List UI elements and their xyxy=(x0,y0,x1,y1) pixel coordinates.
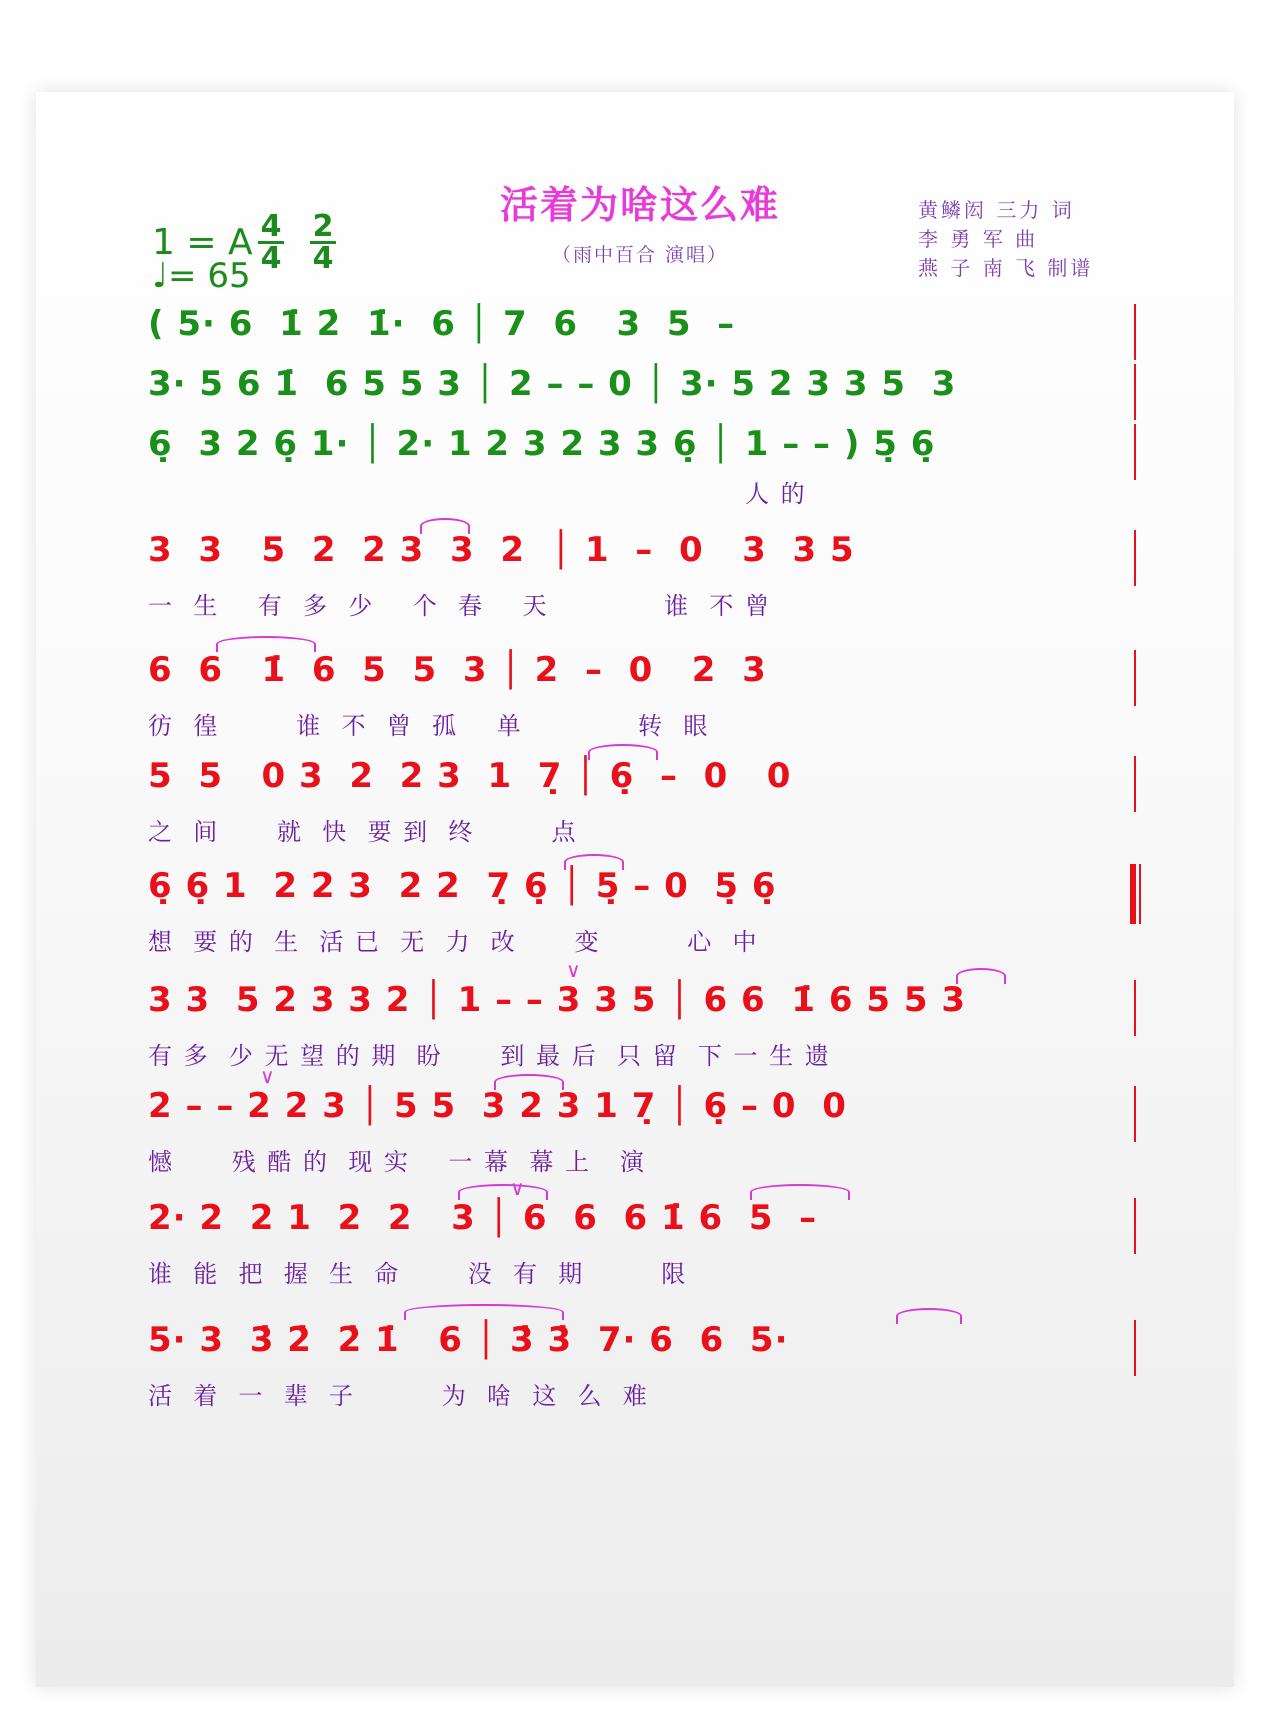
slur xyxy=(404,1304,564,1320)
notes: 3 3 5 2 2 3 3 2 │ 1 – 0 3 3 5 xyxy=(148,530,855,570)
time-signature-4-4 xyxy=(256,209,286,276)
lyrics: 彷 徨 谁 不 曾 孤 单 转 眼 xyxy=(148,712,710,740)
lyrics: 活 着 一 辈 子 为 啥 这 么 难 xyxy=(148,1382,649,1410)
repeat-sign xyxy=(1130,864,1144,924)
barline xyxy=(1134,1320,1136,1376)
ts1-bottom: 4 xyxy=(260,241,282,276)
performer-credit: （雨中百合 演唱） xyxy=(551,244,729,266)
lyrics: 憾 残 酷 的 现 实 一 幕 幕 上 演 xyxy=(148,1148,646,1176)
system-intro-2 xyxy=(148,364,1128,424)
barline xyxy=(1134,756,1136,812)
system-line-5 xyxy=(148,958,1128,1070)
notes: 2 – – 2 2 3 │ 5 5 3 2 3 1 7̣ │ 6̣ – 0 0 xyxy=(148,1086,847,1126)
notes: 3· 5 6 1̇ 6 5 5 3 │ 2 – – 0 │ 3· 5 2 3 3 5 3 xyxy=(148,364,957,404)
lyrics: 有 多 少 无 望 的 期 盼 到 最 后 只 留 下 一 生 遗 xyxy=(148,1042,831,1070)
ts2-top: 2 xyxy=(312,209,334,244)
song-title: 活着为啥这么难 xyxy=(499,182,780,227)
barline xyxy=(1134,424,1136,480)
notes: 3 3 5 2 3 3 2 │ 1 – – 3 3 5 │ 6 6 1̇ 6 5 5 3 xyxy=(148,980,967,1020)
lyricist-credit: 黄鳞闳 三力 词 xyxy=(918,198,1075,222)
system-line-1 xyxy=(148,530,1128,620)
breath-mark: ∨ xyxy=(510,1176,525,1200)
system-line-6 xyxy=(148,1064,1128,1176)
ts2-bottom: 4 xyxy=(312,241,334,276)
barline xyxy=(1134,530,1136,586)
barline xyxy=(1134,304,1136,360)
key-signature: 1 = A xyxy=(152,222,253,263)
system-line-4 xyxy=(148,866,1128,956)
barline xyxy=(1134,980,1136,1036)
system-intro-1 xyxy=(148,304,1128,364)
notes: 5· 3 3̇ 2̇ 2̇ 1̇ 6 │ 3̇ 3̇ 7· 6 6 5· xyxy=(148,1320,789,1360)
notes: 6̣ 3 2 6̣ 1· │ 2· 1 2 3 2 3 3 6̣ │ 1 – – ) 5̣ 6̣ xyxy=(148,424,936,464)
notes: 6̣ 6̣ 1 2 2 3 2 2 7̣ 6̣ │ 5̣ – 0 5̣ 6̣ xyxy=(148,866,777,906)
notes: 6 6 1̇ 6 5 5 3 │ 2 – 0 2 3 xyxy=(148,650,767,690)
lyrics: 谁 能 把 握 生 命 没 有 期 限 xyxy=(148,1260,688,1288)
system-intro-3 xyxy=(148,424,1128,508)
breath-mark: ∨ xyxy=(260,1064,275,1088)
barline xyxy=(1134,1086,1136,1142)
barline xyxy=(1134,364,1136,420)
arranger-credit: 燕 子 南 飞 制谱 xyxy=(918,256,1094,280)
system-line-3 xyxy=(148,756,1128,846)
system-line-8 xyxy=(148,1320,1128,1410)
barline xyxy=(1134,1198,1136,1254)
composer-credit: 李 勇 军 曲 xyxy=(918,227,1039,251)
ts1-top: 4 xyxy=(260,209,282,244)
system-line-7 xyxy=(148,1176,1128,1288)
notes: 2· 2 2 1 2 2 3 │ 6 6 6 1̇ 6 5 – xyxy=(148,1198,818,1238)
breath-mark: ∨ xyxy=(566,958,581,982)
lyrics: 一 生 有 多 少 个 春 天 谁 不 曾 xyxy=(148,592,772,620)
notes: ( 5· 6 1̇ 2̇ 1̇· 6 │ 7 6 3 5 – xyxy=(148,304,736,344)
credits-block xyxy=(918,196,1138,283)
barline xyxy=(1134,650,1136,706)
lyrics: 人 的 xyxy=(148,480,807,508)
lyrics: 想 要 的 生 活 已 无 力 改 变 心 中 xyxy=(148,928,759,956)
system-line-2 xyxy=(148,650,1128,740)
notes: 5 5 0 3 2 2 3 1 7̣ │ 6̣ – 0 0 xyxy=(148,756,792,796)
tempo-marking: ♩= 65 xyxy=(152,256,251,296)
lyrics: 之 间 就 快 要 到 终 点 xyxy=(148,818,578,846)
time-signature-2-4 xyxy=(308,209,338,276)
